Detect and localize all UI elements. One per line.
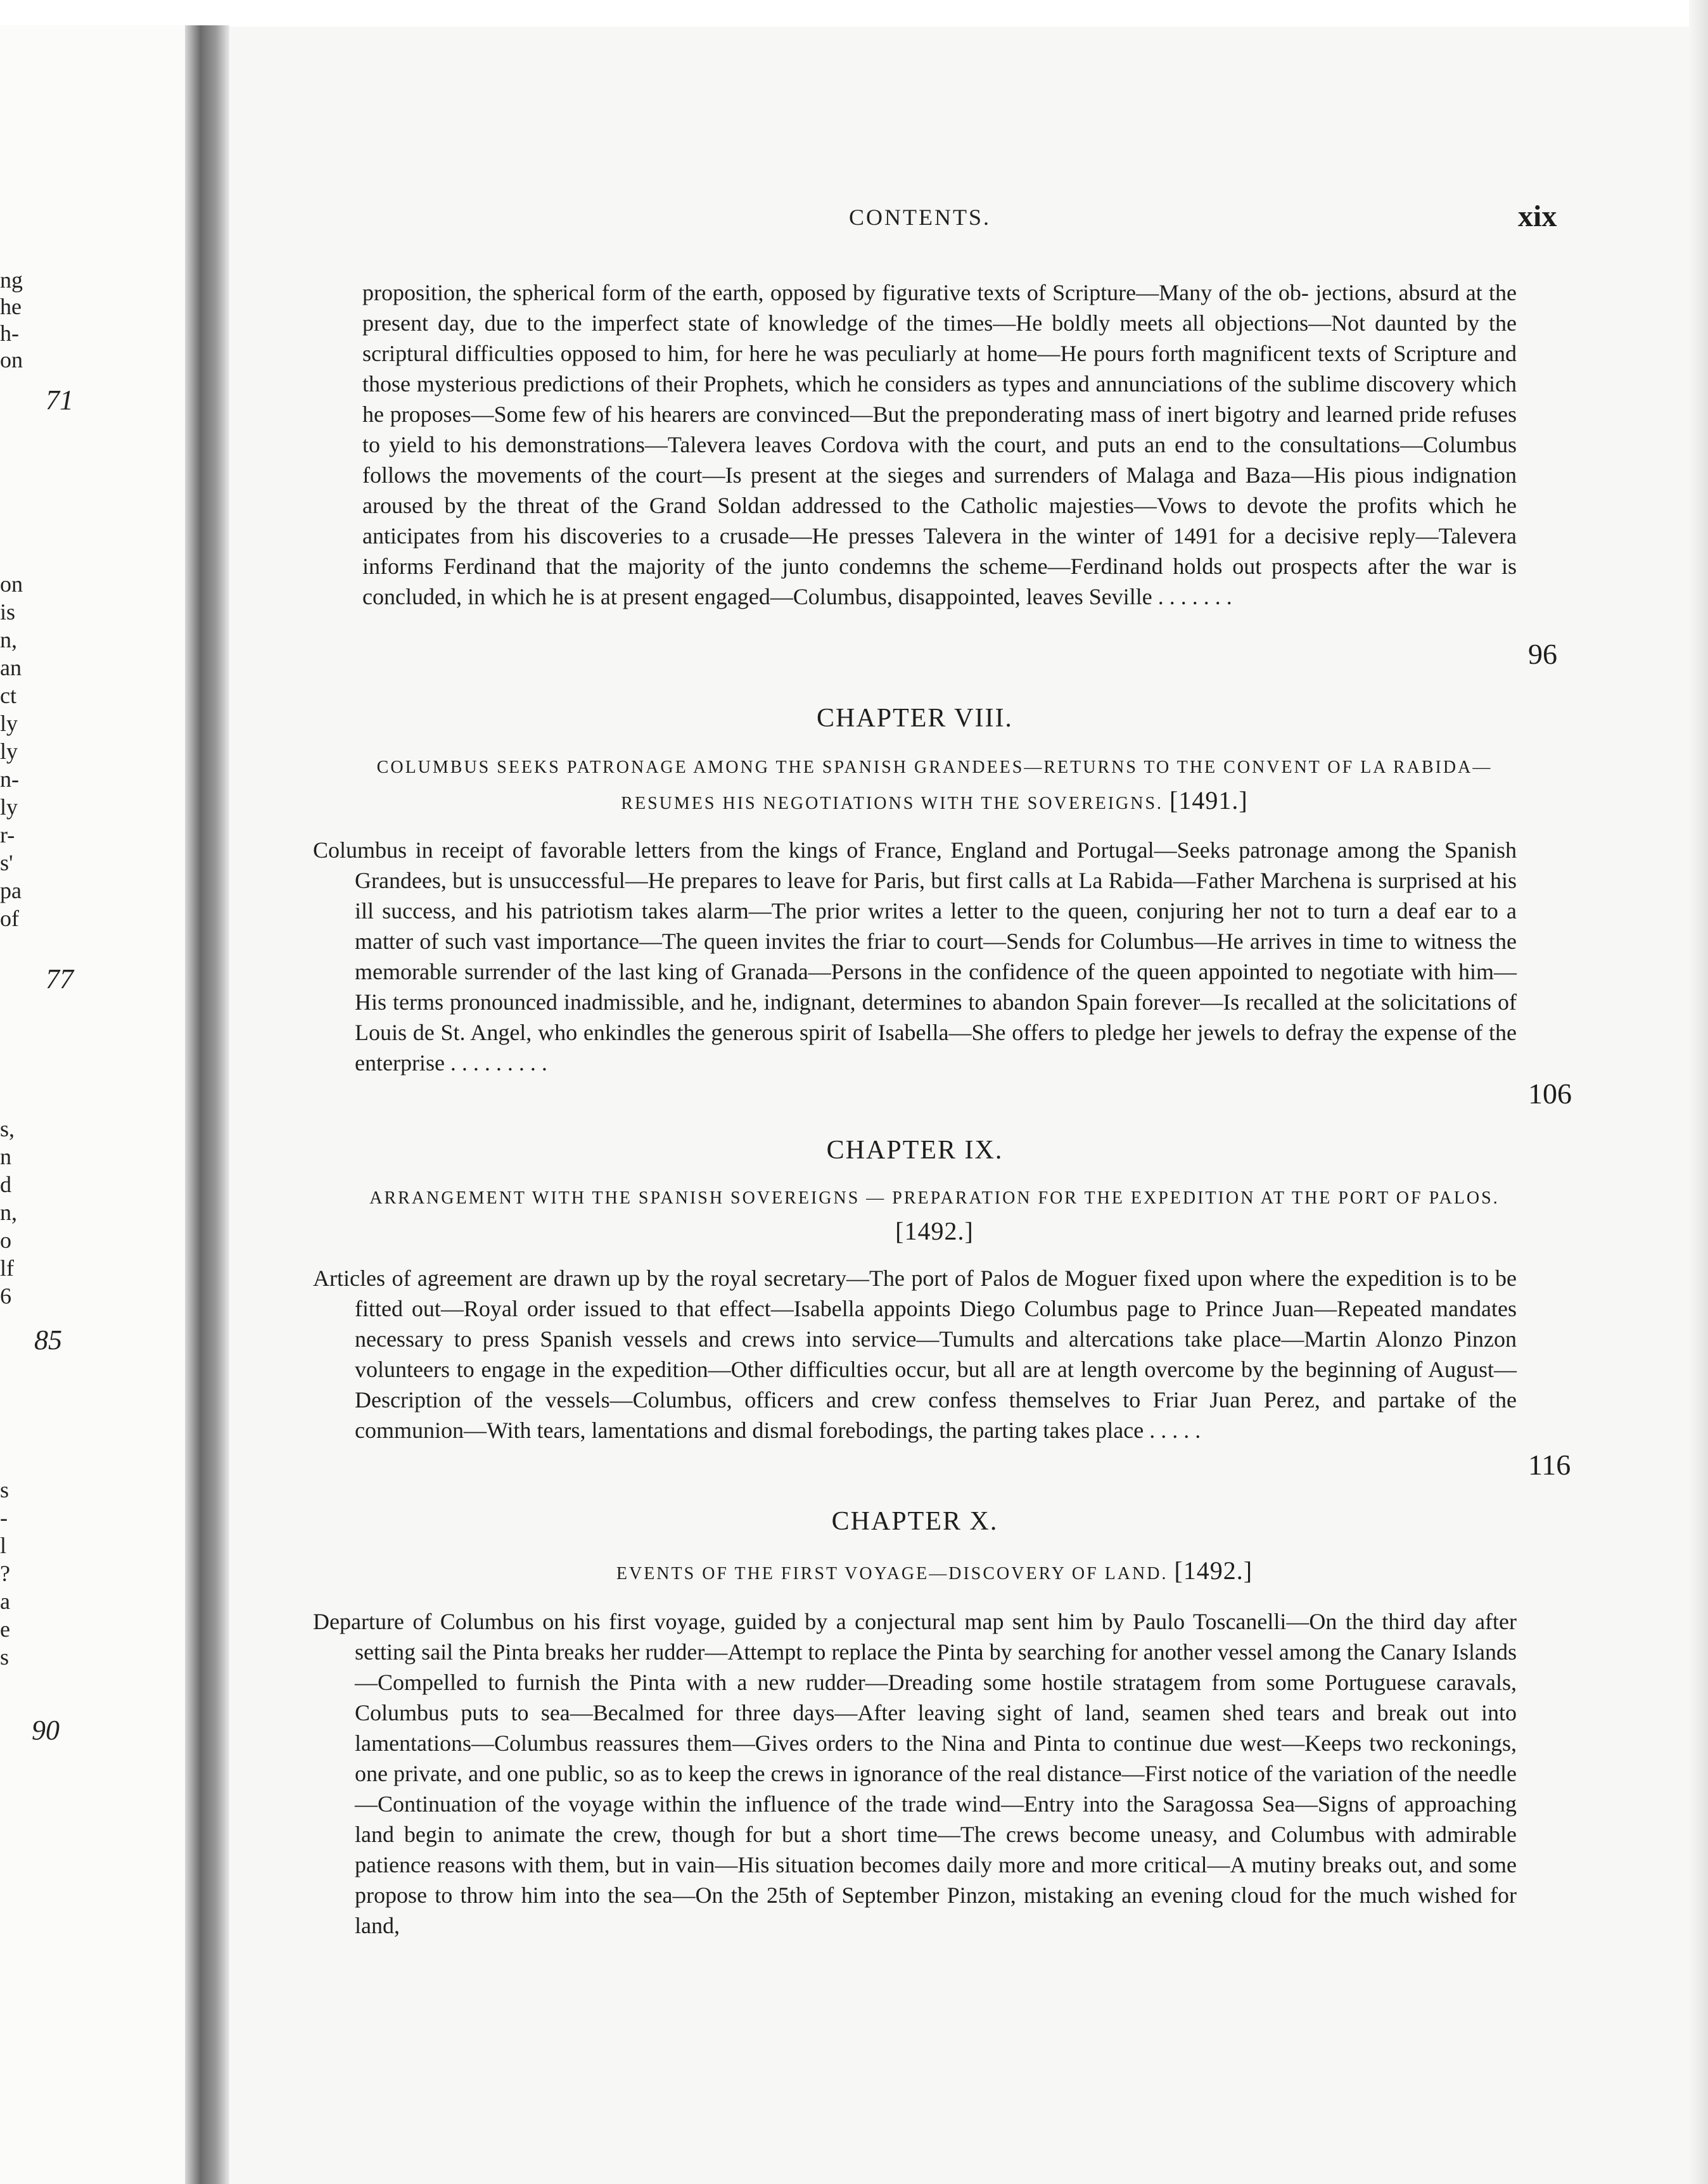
facing-page-fragment: is xyxy=(0,599,16,625)
scan-top-margin xyxy=(0,0,1708,27)
chapter-synopsis: Articles of agreement are drawn up by the royal secretary—The port of Palos de Moguer fixed upon where the expedition is to be fitted out—Royal order issued to that effect—Isabella appoints Diego Columbus page to Prince Juan—Repeated mandates necessary to press Spanish vessels and crews into service—Tumults and altercations take place—Martin Alonzo Pinzon volunteers to engage in the expedition—Other difficulties occur, but all are at length overcome by the beginning of August—Description of the vessels—Columbus, officers and crew confess themselves to Friar Juan Perez, and partake of the communion—With tears, lamentations and dismal forebodings, the parting takes place . . . . . xyxy=(313,1266,1517,1443)
chapter-argument-text: EVENTS OF THE FIRST VOYAGE—DISCOVERY OF LAND. xyxy=(616,1564,1168,1584)
facing-page-fragment: ly xyxy=(0,739,18,764)
facing-page-fragment: ly xyxy=(0,711,18,736)
page-number: 116 xyxy=(1528,1449,1571,1481)
chapter-argument xyxy=(355,751,1514,820)
synopsis-text: jections, absurd at the present day, due to the imperfect state of knowledge of the times—He boldly meets all objections—Not daunted by the scriptural difficulties opposed to him, for here he was peculiarly at home—He pours forth magnificent texts of Scripture and those mysterious predictions of their Prophets, which he considers as types and annunciations of the sublime discovery which he proposes—Some few of his hearers are convinced—But the preponderating mass of inert bigotry and learned pride refuses to yield to his demonstrations—Talevera leaves Cordova with the court, and puts an end to the consultations—Columbus follows the movements of the court—Is present at the sieges and surrenders of Malaga and Baza—His pious indignation aroused by the threat of the Grand Soldan addressed to the Catholic majesties—Vows to devote the profits which he anticipates from his discoveries to a crusade—He presses Talevera in the winter of 1491 for a decisive reply—Talevera informs Ferdinand that the majority of the junto condemns the scheme—Ferdinand holds out prospects after the war is concluded, in which he is at present engaged—Columbus, disappointed, leaves Seville . . . . . . . xyxy=(362,280,1517,609)
facing-page-fragment: pa xyxy=(0,878,22,903)
facing-page-fragment: ct xyxy=(0,683,16,708)
facing-page-edge xyxy=(0,25,190,2184)
facing-page-fragment: an xyxy=(0,655,22,680)
facing-page-fragment: ly xyxy=(0,794,18,820)
facing-page-fragment: on xyxy=(0,571,23,597)
chapter-synopsis-continued xyxy=(362,277,1517,612)
facing-page-fragment: 6 xyxy=(0,1283,11,1309)
facing-page-number: 85 xyxy=(34,1324,62,1355)
page-folio: xix xyxy=(1518,200,1557,233)
chapter-heading: CHAPTER X. xyxy=(831,1507,998,1536)
page-number: 96 xyxy=(1528,638,1557,670)
facing-page-fragment: - xyxy=(0,1505,8,1530)
facing-page-number: 77 xyxy=(46,963,73,994)
book-gutter-shadow xyxy=(185,25,229,2184)
chapter-argument xyxy=(355,1554,1514,1590)
facing-page-fragment: n xyxy=(0,1144,11,1169)
chapter-heading: CHAPTER VIII. xyxy=(817,704,1013,733)
facing-page-fragment: n, xyxy=(0,1200,17,1225)
chapter-year: [1492.] xyxy=(1174,1556,1253,1585)
facing-page-fragment: n- xyxy=(0,766,19,792)
page-number: 106 xyxy=(1528,1077,1572,1110)
chapter-heading: CHAPTER IX. xyxy=(826,1136,1004,1165)
facing-page-fragment: s' xyxy=(0,850,13,875)
facing-page-fragment: e xyxy=(0,1616,10,1642)
facing-page-fragment: s, xyxy=(0,1116,15,1141)
chapter-argument-text: COLUMBUS SEEKS PATRONAGE AMONG THE SPANISH GRANDEES—RETURNS TO THE CONVENT OF LA RABIDA—RESUMES HIS NEGOTIATIONS WITH THE SOVEREIGNS. xyxy=(376,758,1493,813)
facing-page-fragment: ? xyxy=(0,1561,10,1586)
running-header-title: CONTENTS. xyxy=(849,205,991,230)
facing-page-number: 90 xyxy=(32,1715,60,1746)
facing-page-number: 71 xyxy=(46,384,73,416)
facing-page-fragment: h- xyxy=(0,321,19,346)
facing-page-fragment: r- xyxy=(0,822,15,848)
chapter-year: [1491.] xyxy=(1169,786,1248,815)
facing-page-fragment: he xyxy=(0,294,22,319)
facing-page-fragment: l xyxy=(0,1533,7,1558)
facing-page-fragment: lf xyxy=(0,1255,14,1281)
facing-page-fragment: d xyxy=(0,1172,11,1197)
chapter-year: [1492.] xyxy=(895,1217,974,1245)
facing-page-fragment: of xyxy=(0,906,19,931)
facing-page-fragment: on xyxy=(0,347,23,372)
facing-page-fragment: a xyxy=(0,1589,10,1614)
chapter-argument xyxy=(355,1182,1514,1251)
chapter-synopsis: Columbus in receipt of favorable letters from the kings of France, England and Portugal—Seeks patronage among the Spanish Grandees, but is unsuccessful—He prepares to leave for Paris, but first calls at La Rabida—Father Marchena is surprised at his ill success, and his patriotism takes alarm—The prior writes a letter to the queen, conjuring her not to turn a deaf ear to a matter of such vast importance—The queen invites the friar to court—Sends for Columbus—He arrives in time to witness the memorable surrender of the last king of Granada—Persons in the confidence of the queen appointed to negotiate with him—His terms pronounced inadmissible, and he, indignant, determines to abandon Spain forever—Is recalled at the solicitations of Louis de St. Angel, who enkindles the generous spirit of Isabella—She offers to pledge her jewels to defray the expense of the enterprise . . . . . . . . . xyxy=(313,837,1517,1076)
page-right-edge xyxy=(1689,0,1708,2184)
facing-page-fragment: n, xyxy=(0,627,17,652)
chapter-argument-text: ARRANGEMENT WITH THE SPANISH SOVEREIGNS — PREPARATION FOR THE EXPEDITION AT THE PORT OF PALOS. xyxy=(369,1188,1500,1208)
facing-page-fragment: s xyxy=(0,1644,10,1670)
chapter-synopsis: Departure of Columbus on his first voyage, guided by a conjectural map sent him by Paulo Toscanelli—On the third day after setting sail the Pinta breaks her rudder—Attempt to replace the Pinta by searching for another vessel among the Canary Islands—Compelled to furnish the Pinta with a new rudder—Dreading some hostile stratagem from some Portuguese caravals, Columbus puts to sea—Becalmed for three days—After leaving sight of land, seamen shed tears and break out into lamentations—Columbus reassures them—Gives orders to the Nina and Pinta to continue due west—Keeps two reckonings, one private, and one public, so as to keep the crews in ignorance of the real distance—First notice of the variation of the needle—Continuation of the voyage within the influence of the trade wind—Entry into the Saragossa Sea—Signs of approaching land begin to animate the crew, though for but a short time—The crews become uneasy, and Columbus with admirable patience reasons with them, but in vain—His situation becomes daily more and more critical—A mutiny breaks out, and some propose to throw him into the sea—On the 25th of September Pinzon, mistaking an evening cloud for the much wished for land, xyxy=(313,1609,1517,1938)
facing-page-fragment: o xyxy=(0,1228,11,1253)
synopsis-first-line: proposition, the spherical form of the earth, opposed by figurative texts of Scripture—Many of the ob- xyxy=(362,280,1309,305)
facing-page-fragment: ng xyxy=(0,267,23,293)
facing-page-fragment: s xyxy=(0,1477,10,1502)
